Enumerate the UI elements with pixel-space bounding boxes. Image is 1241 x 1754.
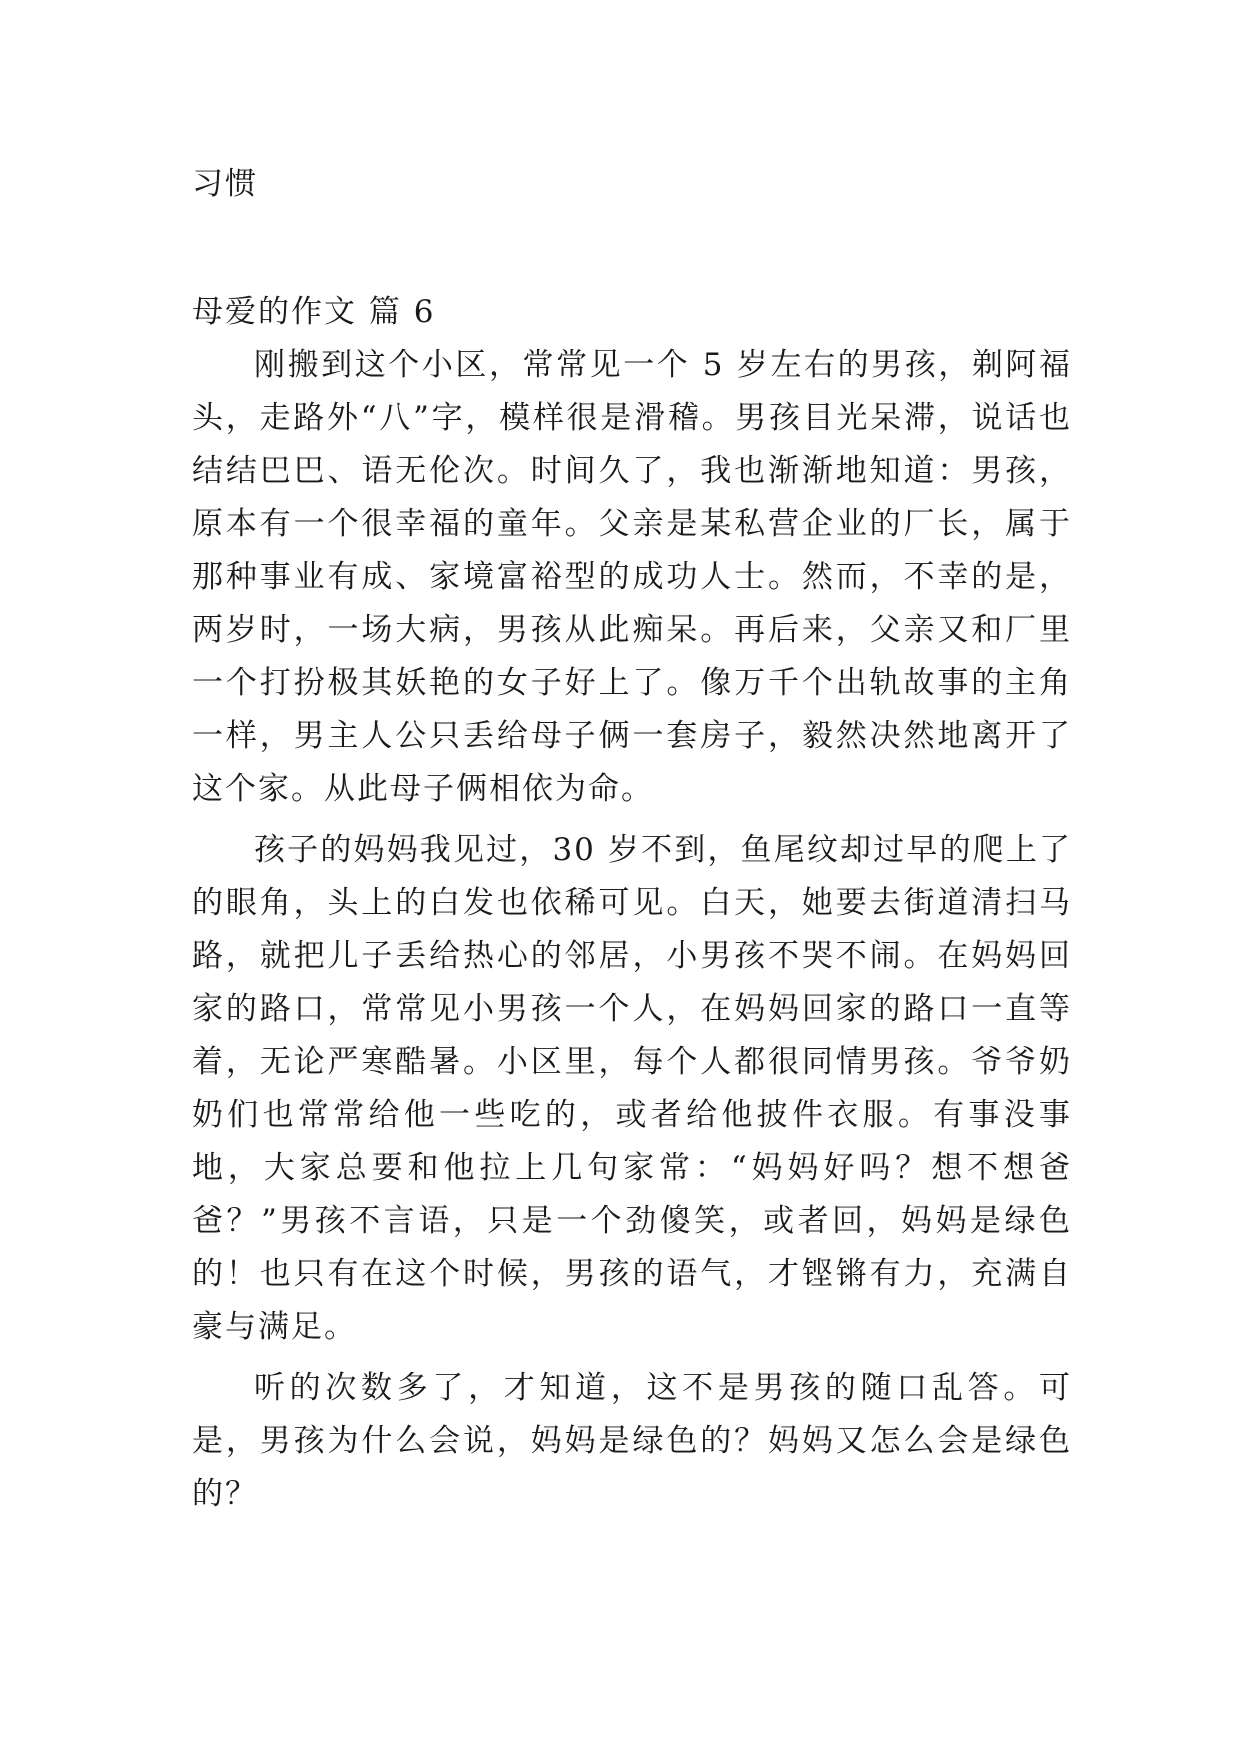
document-body [192,158,1072,1521]
essay-heading: 母爱的作文 篇 6 [192,294,436,330]
paragraph-1: 刚搬到这个小区，常常见一个 5 岁左右的男孩，剃阿福头，走路外“八”字，模样很是滑稽。男孩目光呆滞，说话也结结巴巴、语无伦次。时间久了，我也渐渐地知道：男孩，原本有一个很幸福的童年。父亲是某私营企业的厂长，属于那种事业有成、家境富裕型的成功人士。然而，不幸的是，两岁时，一场大病，男孩从此痴呆。再后来，父亲又和厂里一个打扮极其妖艳的女子好上了。像万千个出轨故事的主角一样，男主人公只丢给母子俩一套房子，毅然决然地离开了这个家。从此母子俩相依为命。 [192,347,1072,807]
paragraph-3: 听的次数多了，才知道，这不是男孩的随口乱答。可是，男孩为什么会说，妈妈是绿色的？妈妈又怎么会是绿色的？ [192,1370,1072,1512]
paragraph-2: 孩子的妈妈我见过，30 岁不到，鱼尾纹却过早的爬上了的眼角，头上的白发也依稀可见。白天，她要去街道清扫马路，就把儿子丢给热心的邻居，小男孩不哭不闹。在妈妈回家的路口，常常见小男孩一个人，在妈妈回家的路口一直等着，无论严寒酷暑。小区里，每个人都很同情男孩。爷爷奶奶们也常常给他一些吃的，或者给他披件衣服。有事没事地，大家总要和他拉上几句家常：“妈妈好吗？想不想爸爸？”男孩不言语，只是一个劲傻笑，或者回，妈妈是绿色的！也只有在这个时候，男孩的语气，才铿锵有力，充满自豪与满足。 [192,832,1072,1345]
continued-fragment: 习惯 [192,166,258,202]
